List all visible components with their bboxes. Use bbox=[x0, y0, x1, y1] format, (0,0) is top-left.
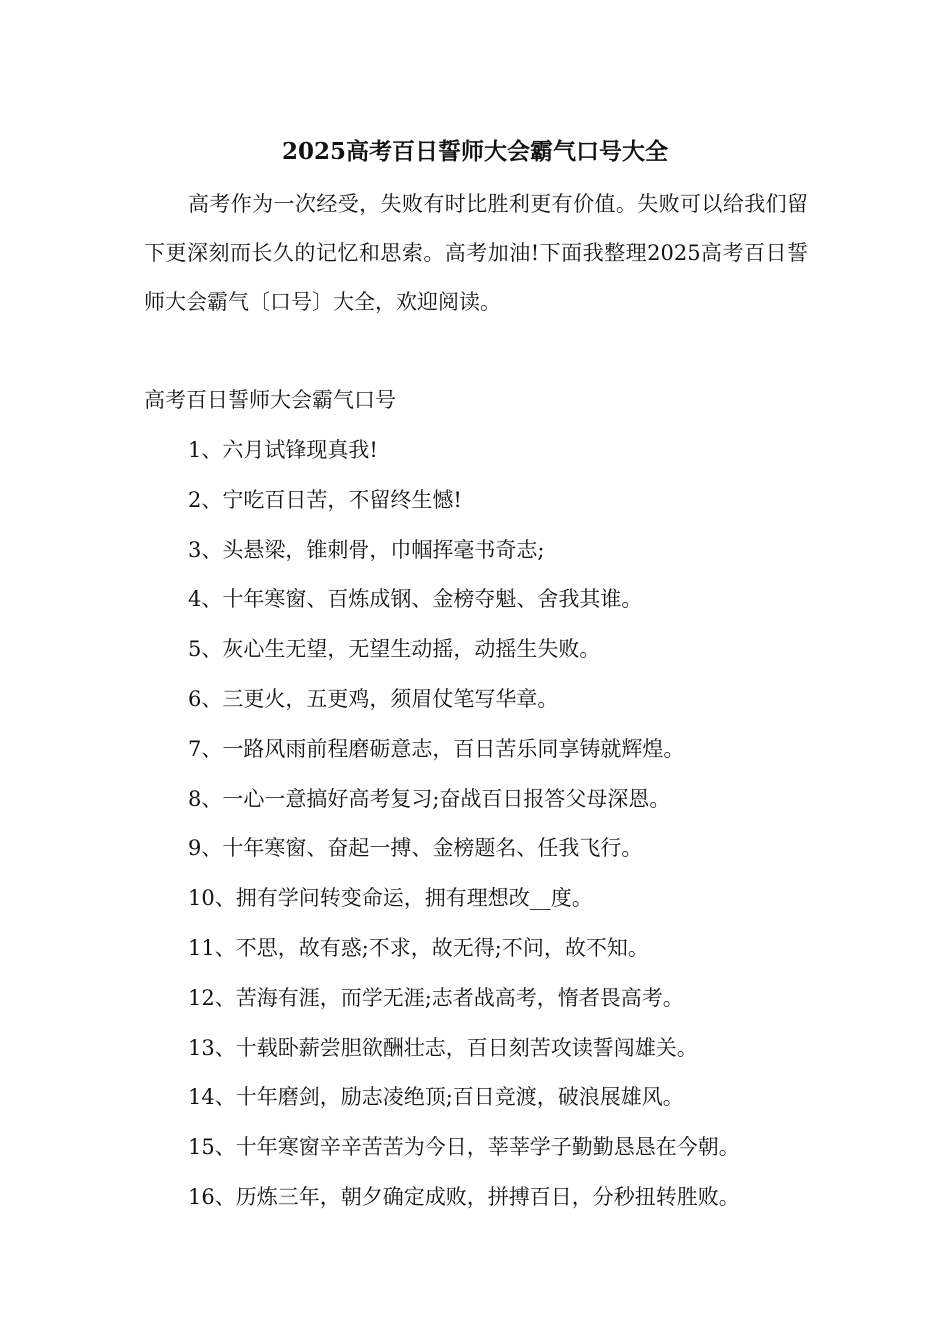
list-item: 12、苦海有涯，而学无涯;志者战高考，惰者畏高考。 bbox=[188, 985, 684, 1010]
list-item: 5、灰心生无望，无望生动摇，动摇生失败。 bbox=[188, 637, 601, 662]
list-item: 13、十载卧薪尝胆欲酬壮志，百日刻苦攻读誓闯雄关。 bbox=[188, 1035, 698, 1060]
list-item: 4、十年寒窗、百炼成钢、金榜夺魁、舍我其谁。 bbox=[188, 587, 643, 612]
section-heading: 高考百日誓师大会霸气口号 bbox=[144, 388, 396, 412]
list-item: 15、十年寒窗辛辛苦苦为今日，莘莘学子勤勤恳恳在今朝。 bbox=[188, 1135, 740, 1160]
slogan-list bbox=[188, 432, 740, 1229]
list-item: 8、一心一意搞好高考复习;奋战百日报答父母深恩。 bbox=[188, 786, 671, 811]
intro-paragraph: 高考作为一次经受，失败有时比胜利更有价值。失败可以给我们留下更深刻而长久的记忆和思索。高考加油!下面我整理2025高考百日誓师大会霸气〔口号〕大全，欢迎阅读。 bbox=[144, 192, 808, 314]
list-item: 7、一路风雨前程磨砺意志，百日苦乐同享铸就辉煌。 bbox=[188, 736, 685, 761]
list-item: 9、十年寒窗、奋起一搏、金榜题名、任我飞行。 bbox=[188, 836, 643, 861]
list-item: 2、宁吃百日苦，不留终生憾! bbox=[188, 487, 462, 512]
list-item: 1、六月试锋现真我! bbox=[188, 438, 378, 462]
list-item: 6、三更火，五更鸡，须眉仗笔写华章。 bbox=[188, 686, 559, 711]
list-item: 3、头悬梁，锥刺骨，巾帼挥毫书奇志; bbox=[188, 537, 545, 562]
list-item: 16、历炼三年，朝夕确定成败，拼搏百日，分秒扭转胜败。 bbox=[188, 1184, 740, 1209]
list-item: 11、不思，故有惑;不求，故无得;不问，故不知。 bbox=[188, 935, 649, 960]
list-item: 10、拥有学问转变命运，拥有理想改__度。 bbox=[188, 886, 593, 911]
list-item: 14、十年磨剑，励志凌绝顶;百日竞渡，破浪展雄风。 bbox=[188, 1085, 684, 1110]
document-title: 2025高考百日誓师大会霸气口号大全 bbox=[281, 138, 668, 165]
